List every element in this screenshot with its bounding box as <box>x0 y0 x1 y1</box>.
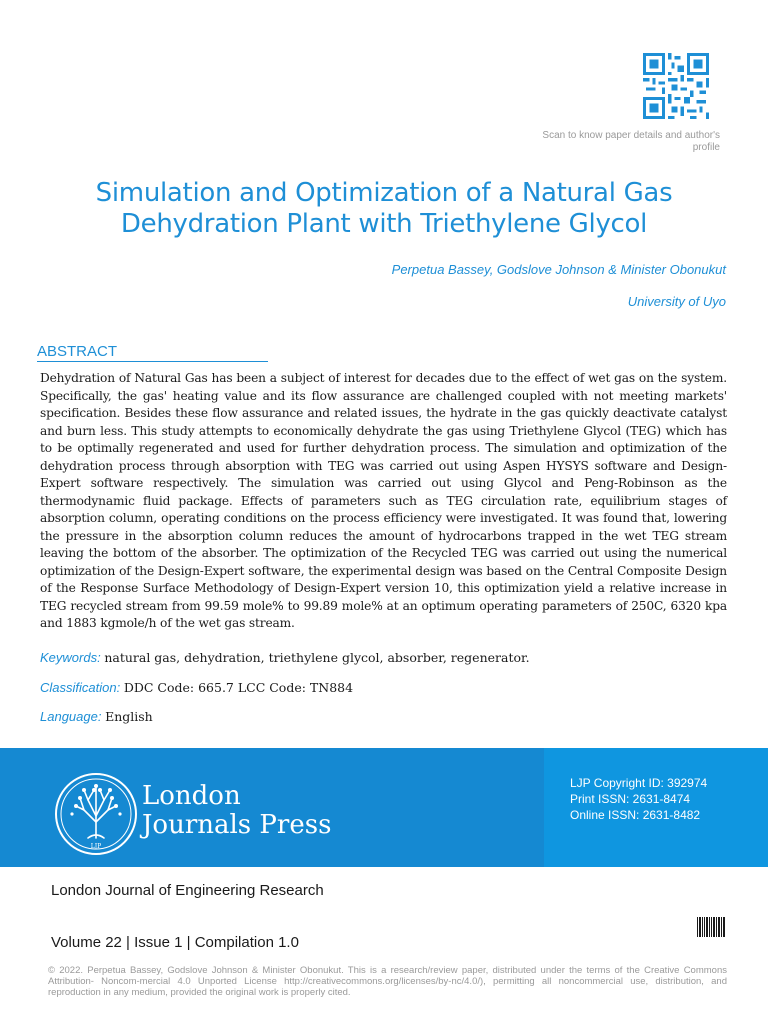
publisher-ids-panel <box>544 748 768 867</box>
keywords-row <box>40 650 530 665</box>
qr-caption: Scan to know paper details and author's profile <box>542 130 720 153</box>
language-value: English <box>105 709 153 724</box>
publisher-band <box>0 748 768 867</box>
language-row <box>40 709 153 724</box>
copyright-id: LJP Copyright ID: 392974 <box>570 776 708 790</box>
journal-volume: Volume 22 | Issue 1 | Compilation 1.0 <box>51 934 299 951</box>
abstract-heading: ABSTRACT <box>37 343 268 362</box>
classification-label: Classification: <box>40 680 121 695</box>
copyright-notice: © 2022. Perpetua Bassey, Godslove Johnson & Minister Obonukut. This is a research/review paper, distributed under the terms of the Creative Commons Attribution- Noncom-mercial 4.0 Unported License http://creativecommons.org/licenses/by-nc/4.0/), permitting all noncommercial use, distribution, and reproduction in any medium, provided the original work is properly cited. <box>48 965 727 998</box>
language-label: Language: <box>40 709 102 724</box>
abstract-text: Dehydration of Natural Gas has been a subject of interest for decades due to the effect of wet gas on the system. Specifically, the gas' heating value and its flow assurance are challenged coupled with not meeting markets' specification. Besides these flow assurance and related issues, the hydrate in the gas quickly deactivate catalyst and burn less. This study attempts to economically dehydrate the gas using Triethylene Glycol (TEG) which has to be optimally regenerated and used for further dehydration process. The simulation and optimization of the dehydration process through absorption with TEG was carried out using Aspen HYSYS software and Design-Expert software respectively. The simulation was carried out using Glycol and Peng-Robinson as the thermodynamic fluid package. Effects of parameters such as TEG circulation rate, equilibrium stages of absorption column, operating conditions on the process efficiency were investigated. It was found that, lowering the pressure in the absorption column reduces the amount of hydrocarbons trapped in the wet TEG stream leaving the bottom of the absorber. The optimization of the Recycled TEG was carried out using the numerical optimization of the Design-Expert software, the experimental design was based on the Central Composite Design of the Response Surface Methodology of Design-Expert version 10, this optimization yield a relative increase in TEG recycled stream from 99.59 mole% to 99.89 mole% at an optimum operating parameters of 250C, 6320 kpa and 1883 kgmole/h of the wet gas stream. <box>40 371 727 630</box>
paper-affiliation: University of Uyo <box>627 294 726 309</box>
online-issn: Online ISSN: 2631-8482 <box>570 808 701 822</box>
paper-authors: Perpetua Bassey, Godslove Johnson & Minister Obonukut <box>391 262 726 277</box>
print-issn: Print ISSN: 2631-8474 <box>570 792 691 806</box>
publisher-name-line2: Journals Press <box>142 810 332 840</box>
journal-name: London Journal of Engineering Research <box>51 882 324 899</box>
barcode-icon <box>697 917 725 937</box>
publisher-name <box>142 782 331 840</box>
classification-value: DDC Code: 665.7 LCC Code: TN884 <box>123 680 354 695</box>
keywords-label: Keywords: <box>40 650 101 665</box>
qr-code-icon <box>641 53 711 119</box>
classification-row <box>40 680 353 695</box>
logo-text: LJP <box>90 843 102 850</box>
tree-logo-icon <box>54 772 138 856</box>
keywords-value: natural gas, dehydration, triethylene glycol, absorber, regenerator. <box>104 650 530 665</box>
publisher-name-line1: London <box>142 781 241 811</box>
paper-title: Simulation and Optimization of a Natural Gas Dehydration Plant with Triethylene Glycol <box>95 178 673 239</box>
